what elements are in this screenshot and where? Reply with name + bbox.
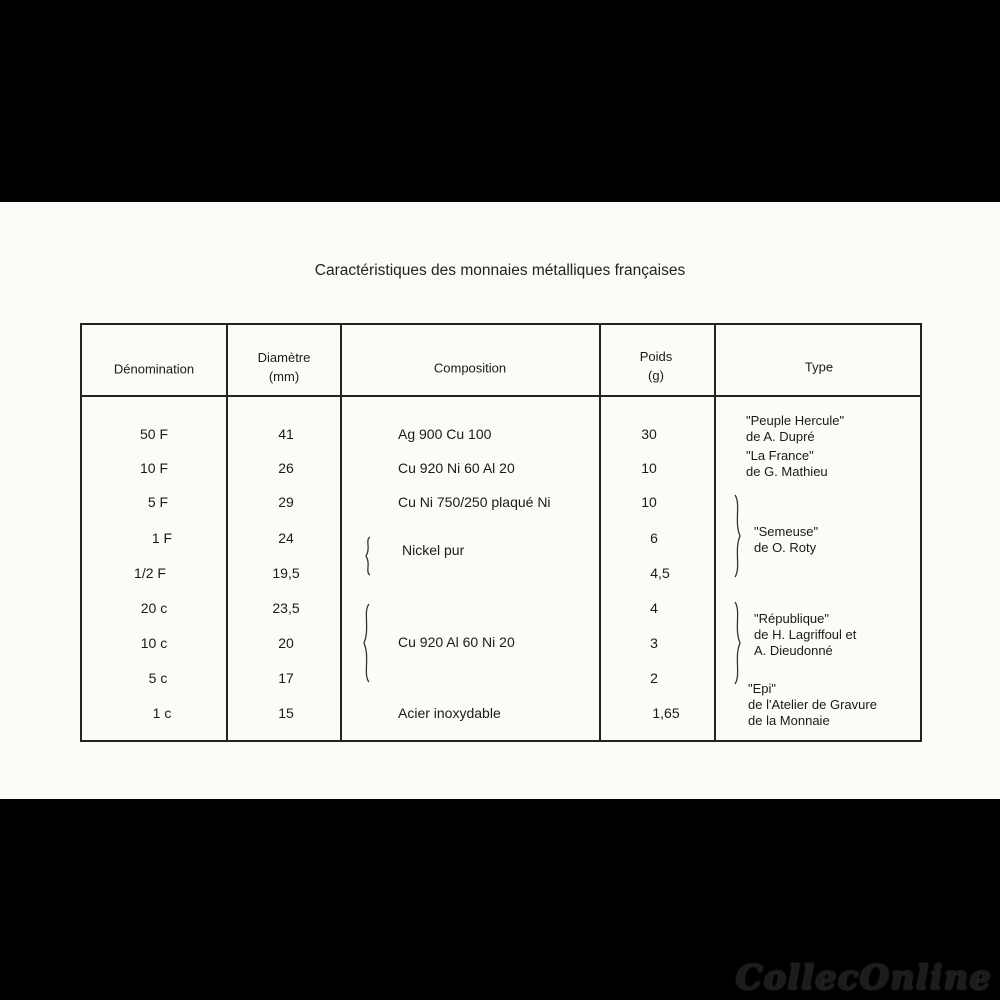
cell-denomination: 20 c: [140, 600, 168, 616]
cell-composition-grouped: Nickel pur: [402, 542, 465, 558]
type-republique: [754, 611, 856, 659]
header-divider: [82, 395, 920, 397]
type-hercule-artist: de A. Dupré: [746, 429, 815, 444]
header-type: Type: [804, 359, 834, 375]
header-weight-unit: (g): [648, 368, 664, 383]
type-epi-artist-2: de la Monnaie: [748, 713, 830, 728]
column-divider: [714, 325, 716, 740]
cell-denomination: 10 c: [140, 635, 168, 651]
brace-icon: [362, 536, 374, 576]
cell-diameter: 41: [278, 426, 294, 442]
header-weight: [640, 347, 673, 385]
header-denomination: Dénomination: [113, 361, 195, 377]
cell-denomination: 5 F: [147, 494, 169, 510]
cell-composition: Cu 920 Ni 60 Al 20: [398, 460, 515, 476]
cell-weight: 30: [641, 426, 657, 442]
cell-diameter: 15: [278, 705, 294, 721]
type-epi: [748, 681, 877, 729]
cell-weight: 10: [641, 460, 657, 476]
column-divider: [599, 325, 601, 740]
cell-denomination: 1 F: [151, 530, 173, 546]
page-title: Caractéristiques des monnaies métalliques françaises: [314, 262, 686, 279]
type-france-artist: de G. Mathieu: [746, 464, 828, 479]
cell-diameter: 19,5: [272, 565, 300, 581]
type-republique-artist-2: A. Dieudonné: [754, 643, 833, 658]
type-hercule: [746, 413, 844, 445]
coin-characteristics-table: [80, 323, 922, 742]
cell-denomination: 1/2 F: [134, 565, 166, 581]
header-diameter-unit: (mm): [268, 369, 300, 384]
header-composition: Composition: [433, 360, 507, 376]
cell-composition: Acier inoxydable: [398, 705, 501, 721]
type-france: [746, 448, 828, 480]
cell-diameter: 26: [278, 460, 294, 476]
cell-diameter: 17: [278, 670, 294, 686]
column-divider: [226, 325, 228, 740]
type-epi-artist-1: de l'Atelier de Gravure: [748, 697, 877, 712]
brace-icon: [730, 601, 744, 685]
cell-diameter: 29: [278, 494, 294, 510]
brace-icon: [360, 603, 374, 683]
cell-weight: 3: [650, 635, 658, 651]
type-hercule-name: "Peuple Hercule": [746, 413, 845, 428]
cell-composition-grouped: Cu 920 Al 60 Ni 20: [398, 634, 515, 650]
type-france-name: "La France": [746, 448, 814, 463]
cell-weight: 10: [641, 494, 657, 510]
cell-diameter: 20: [278, 635, 294, 651]
cell-denomination: 50 F: [139, 426, 169, 442]
column-divider: [340, 325, 342, 740]
document-page: [0, 202, 1000, 799]
cell-denomination: 1 c: [152, 705, 172, 721]
site-watermark: CollecOnline: [735, 958, 992, 998]
cell-weight: 2: [650, 670, 658, 686]
cell-denomination: 5 c: [148, 670, 168, 686]
type-semeuse: [754, 524, 818, 556]
cell-denomination: 10 F: [139, 460, 169, 476]
cell-diameter: 24: [278, 530, 294, 546]
header-weight-label: Poids: [639, 349, 673, 364]
cell-weight: 4: [650, 600, 658, 616]
cell-composition: Cu Ni 750/250 plaqué Ni: [398, 494, 551, 510]
brace-icon: [730, 494, 744, 578]
header-diameter: [258, 348, 311, 386]
cell-composition: Ag 900 Cu 100: [398, 426, 492, 442]
cell-weight: 1,65: [652, 705, 680, 721]
cell-weight: 6: [650, 530, 658, 546]
type-epi-name: "Epi": [748, 681, 777, 696]
header-diameter-label: Diamètre: [257, 350, 311, 365]
cell-weight: 4,5: [650, 565, 670, 581]
type-republique-artist-1: de H. Lagriffoul et: [754, 627, 857, 642]
type-semeuse-name: "Semeuse": [754, 524, 819, 539]
type-semeuse-artist: de O. Roty: [754, 540, 817, 555]
type-republique-name: "République": [754, 611, 830, 626]
cell-diameter: 23,5: [272, 600, 300, 616]
